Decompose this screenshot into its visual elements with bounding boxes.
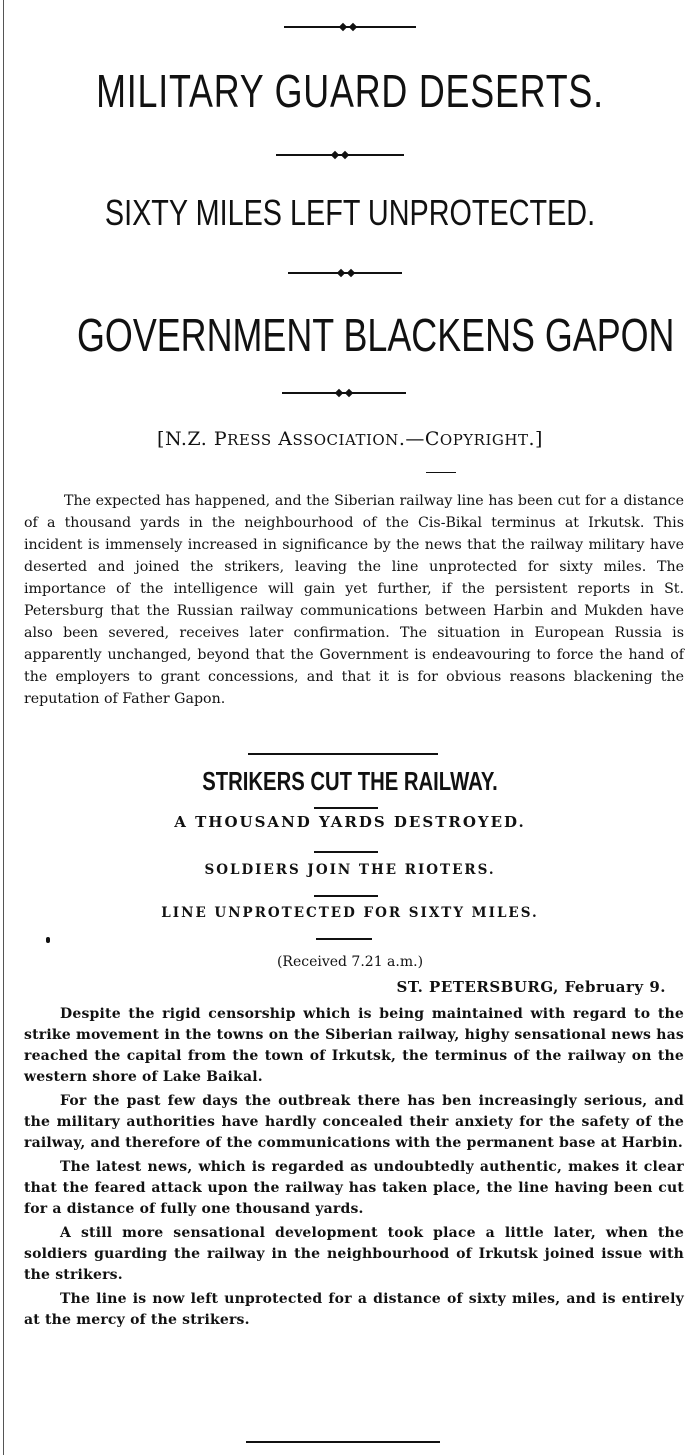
short-rule xyxy=(314,895,378,897)
short-rule xyxy=(314,851,378,853)
credit-text: [N.Z. P xyxy=(157,428,228,450)
credit-text: RESS xyxy=(227,431,272,449)
received-time: (Received 7.21 a.m.) xyxy=(276,954,424,970)
ornament-divider xyxy=(282,390,406,396)
wire-credit xyxy=(0,428,700,450)
credit-text: A xyxy=(271,428,293,450)
article-body xyxy=(0,1004,700,1331)
credit-text: .] xyxy=(528,428,543,450)
credit-text: .—C xyxy=(398,428,440,450)
short-rule xyxy=(314,807,378,809)
short-rule xyxy=(426,472,456,473)
ink-spot xyxy=(46,937,50,943)
section-rule xyxy=(248,753,438,755)
lead-paragraph: The expected has happened, and the Siberian railway line has been cut for a distance of a thousand yards in the neighbourhood of the Cis-Bikal terminus at Irkutsk. This incident is immensely increased in significance by the news that the railway military have deserted and joined the strikers, leaving the line unprotected for sixty miles. The importance of the intelligence will gain yet further, if the persistent reports in St. Petersburg that the Russian railway communications between Harbin and Mukden have also been severed, receives later confirmation. The situation in European Russia is apparently unchanged, beyond that the Government is endeavouring to force the hand of the employers to grant concessions, and that it is for obvious reasons blackening the reputation of Father Gapon. xyxy=(24,493,684,707)
dateline: ST. PETERSBURG, February 9. xyxy=(396,978,666,996)
headline-secondary: SIXTY MILES LEFT UNPROTECTED. xyxy=(104,192,596,233)
article-paragraph: The latest news, which is regarded as undoubtedly authentic, makes it clear that the feared attack upon the railway has taken place, the line having been cut for a distance of fully one thousand yards. xyxy=(24,1159,684,1217)
ornament-divider xyxy=(288,270,402,276)
article-paragraph: For the past few days the outbreak there has ben increasingly serious, and the military authorities have hardly concealed their anxiety for the safety of the railway, and therefore of the communications with the permanent base at Harbin. xyxy=(24,1093,684,1151)
headline-tertiary: GOVERNMENT BLACKENS GAPON xyxy=(77,309,675,361)
credit-text: SSOCIATION xyxy=(292,431,399,449)
ornament-divider xyxy=(276,152,404,158)
end-rule xyxy=(246,1441,440,1443)
credit-text: OPYRIGHT xyxy=(439,431,529,449)
subhead-deck: LINE UNPROTECTED FOR SIXTY MILES. xyxy=(161,905,539,921)
subhead-deck: A THOUSAND YARDS DESTROYED. xyxy=(174,813,526,831)
article-paragraph: Despite the rigid censorship which is being maintained with regard to the strike movement in the towns on the Siberian railway, highy sensational news has reached the capital from the town of Irkutsk, the terminus of the railway on the western shore of Lake Baikal. xyxy=(24,1006,684,1085)
subhead-main: STRIKERS CUT THE RAILWAY. xyxy=(202,766,498,796)
article-paragraph: The line is now left unprotected for a distance of sixty miles, and is entirely at the mercy of the strikers. xyxy=(24,1291,684,1328)
subhead-deck: SOLDIERS JOIN THE RIOTERS. xyxy=(204,862,496,878)
ornament-divider xyxy=(284,24,416,30)
article-paragraph: A still more sensational development took place a little later, when the soldiers guarding the railway in the neighbourhood of Irkutsk joined issue with the strikers. xyxy=(24,1225,684,1283)
headline-primary: MILITARY GUARD DESERTS. xyxy=(96,65,604,117)
short-rule xyxy=(316,938,372,940)
